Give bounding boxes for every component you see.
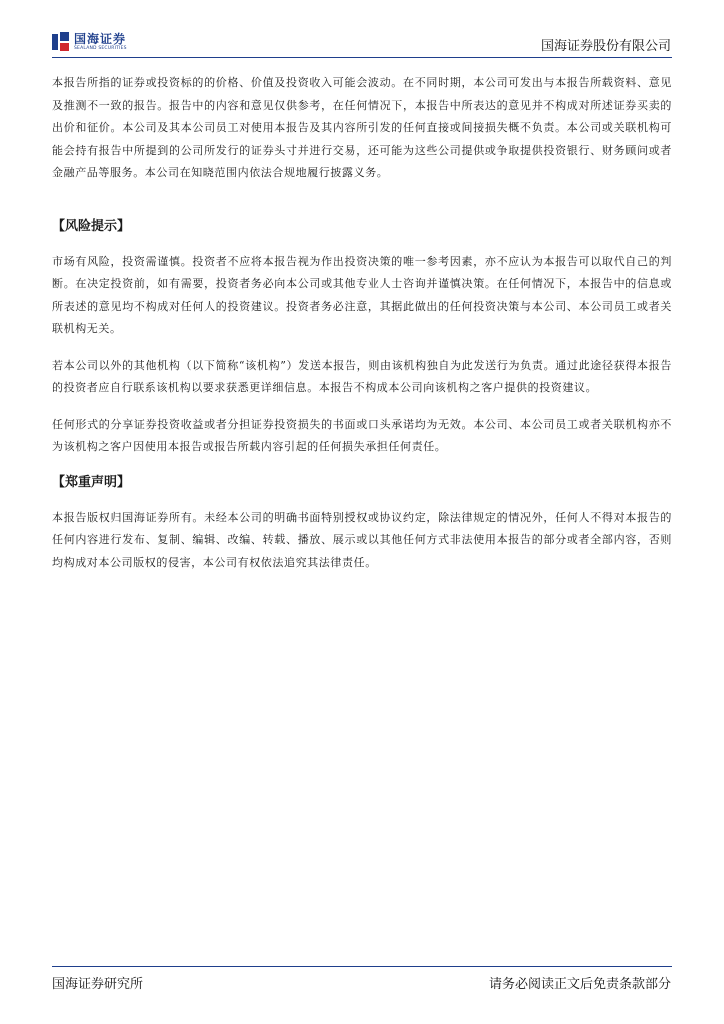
footer-disclaimer-note: 请务必阅读正文后免责条款部分 bbox=[488, 977, 671, 992]
risk-paragraph-3: 任何形式的分享证券投资收益或者分担证券投资损失的书面或口头承诺均为无效。本公司、本公司员工或者关联机构亦不为该机构之客户因使用本报告或报告所载内容引起的任何损失承担任何责任。 bbox=[52, 417, 672, 453]
footer-institute: 国海证券研究所 bbox=[52, 977, 144, 992]
company-logo bbox=[52, 31, 127, 53]
logo-cn-text: 国海证券 bbox=[74, 31, 127, 46]
intro-paragraph: 本报告所指的证券或投资标的的价格、价值及投资收入可能会波动。在不同时期，本公司可发出与本报告所载资料、意见及推测不一致的报告。报告中的内容和意见仅供参考，在任何情况下，本报告中所表达的意见并不构成对所述证券买卖的出价和征价。本公司及其本公司员工对使用本报告及其内容所引发的任何直接或间接损失概不负责。本公司或关联机构可能会持有报告中所提到的公司所发行的证券头寸并进行交易，还可能为这些公司提供或争取提供投资银行、财务顾问或者金融产品等服务。本公司在知晓范围内依法合规地履行披露义务。 bbox=[52, 76, 672, 179]
logo-mark-icon bbox=[52, 32, 70, 52]
header-divider bbox=[52, 57, 672, 58]
footer-divider bbox=[52, 966, 672, 967]
header-company-name: 国海证券股份有限公司 bbox=[540, 39, 671, 54]
risk-section-title: 【风险提示】 bbox=[52, 218, 131, 234]
risk-paragraph-1: 市场有风险，投资需谨慎。投资者不应将本报告视为作出投资决策的唯一参考因素，亦不应认为本报告可以取代自己的判断。在决定投资前，如有需要，投资者务必向本公司或其他专业人士咨询并谨慎决策。在任何情况下，本报告中的信息或所表述的意见均不构成对任何人的投资建议。投资者务必注意，其据此做出的任何投资决策与本公司、本公司员工或者关联机构无关。 bbox=[52, 254, 672, 335]
document-body bbox=[52, 72, 672, 574]
page-header bbox=[0, 0, 724, 60]
notice-paragraph: 本报告版权归国海证券所有。未经本公司的明确书面特别授权或协议约定，除法律规定的情况外，任何人不得对本报告的任何内容进行发布、复制、编辑、改编、转载、播放、展示或以其他任何方式非法使用本报告的部分或者全部内容，否则均构成对本公司版权的侵害，本公司有权依法追究其法律责任。 bbox=[52, 510, 672, 569]
notice-section-title: 【郑重声明】 bbox=[52, 474, 131, 490]
risk-paragraph-2: 若本公司以外的其他机构（以下简称“该机构”）发送本报告，则由该机构独自为此发送行为负责。通过此途径获得本报告的投资者应自行联系该机构以要求获悉更详细信息。本报告不构成本公司向该机构之客户提供的投资建议。 bbox=[52, 358, 672, 394]
logo-en-text: SEALAND SECURITIES bbox=[74, 45, 127, 51]
